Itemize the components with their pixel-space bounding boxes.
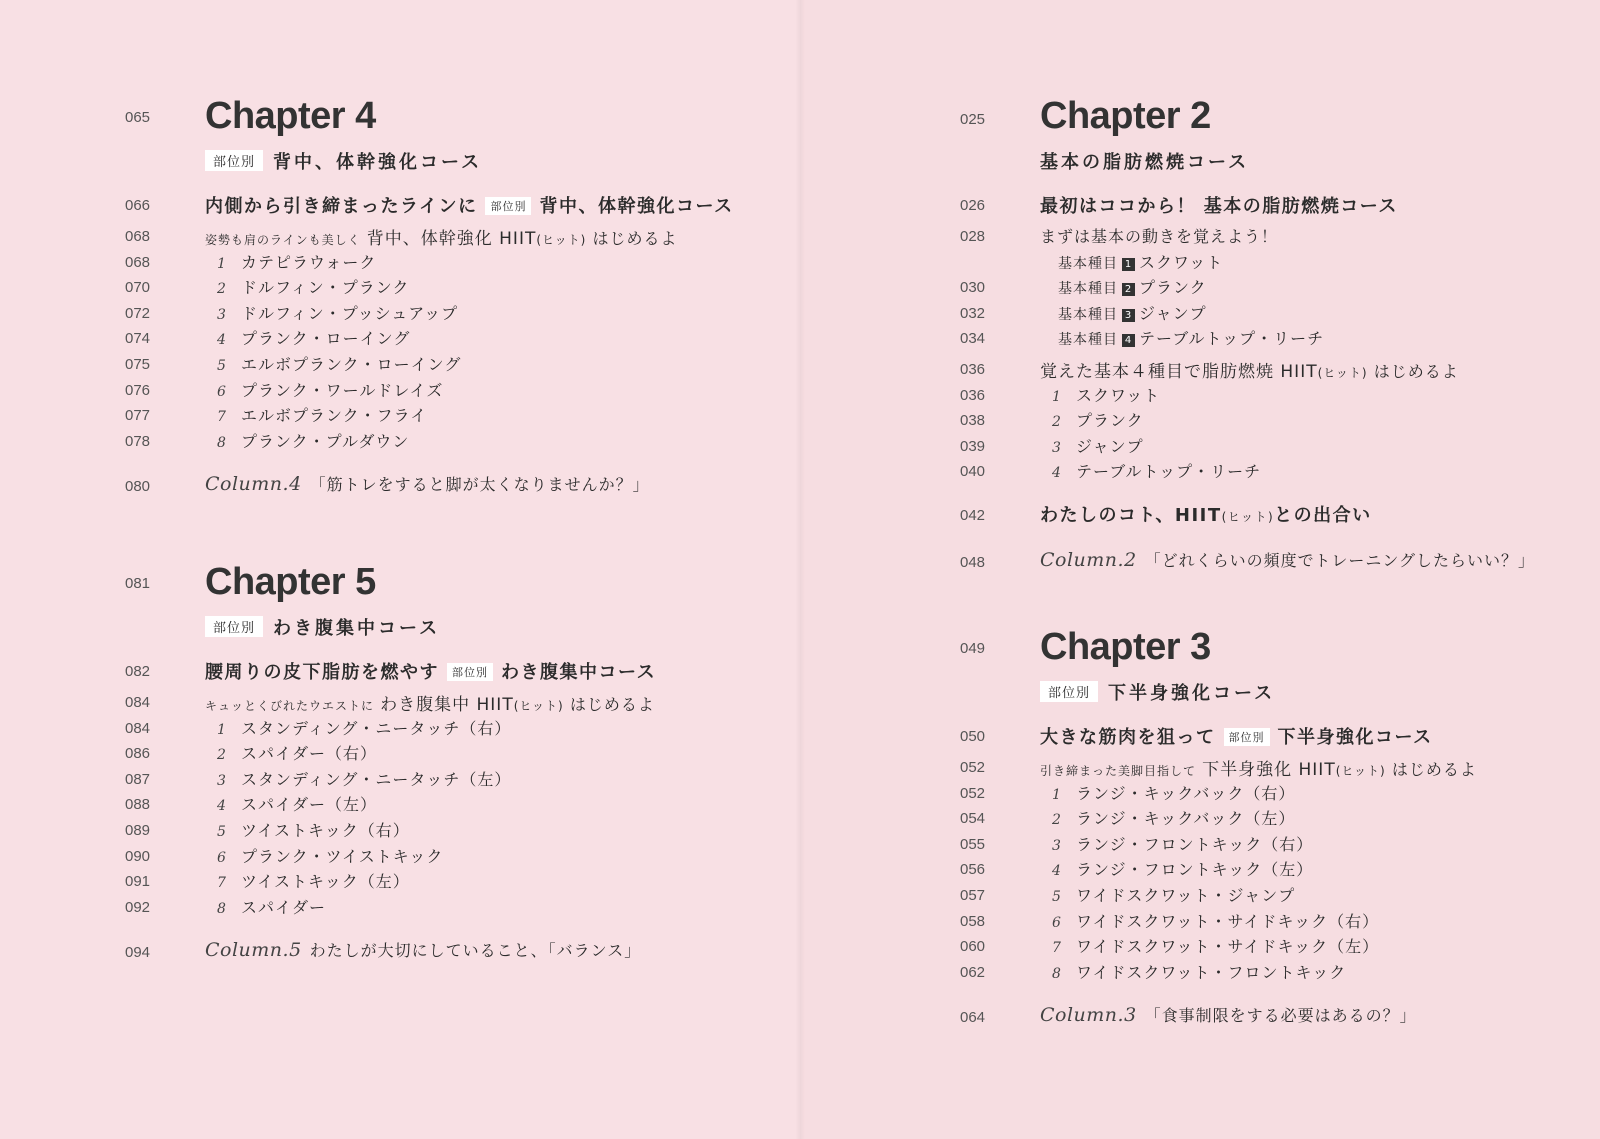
basic-number-badge: 1 <box>1122 258 1135 271</box>
page-number: 036 <box>960 386 986 404</box>
exercise-name: エルボプランク・フライ <box>241 406 428 426</box>
exercise-label <box>205 895 326 918</box>
exercise-name: ランジ・フロントキック（右） <box>1076 834 1314 854</box>
page-number: 084 <box>125 694 151 711</box>
exercise-item[interactable] <box>800 960 1600 986</box>
chapter-subtitle <box>205 614 440 640</box>
chapter-4-section <box>0 95 800 506</box>
exercise-label <box>205 275 409 298</box>
page-number: 064 <box>960 1009 986 1027</box>
hiit-reading: (ヒット) <box>536 233 587 247</box>
page-number: 032 <box>960 304 986 322</box>
toc-entry[interactable] <box>800 755 1600 781</box>
exercise-label <box>205 792 377 815</box>
basic-exercise-item[interactable] <box>800 275 1600 301</box>
subtitle-text: わき腹集中コース <box>273 618 441 639</box>
exercise-number: 3 <box>217 772 227 789</box>
column-text: 「どれくらいの頻度でトレーニングしたらいい？」 <box>1144 550 1536 570</box>
page-number: 062 <box>960 963 986 981</box>
page-number: 055 <box>960 835 986 853</box>
page-number: 075 <box>125 355 151 373</box>
exercise-item[interactable] <box>0 716 800 742</box>
exercise-list <box>0 250 800 455</box>
page-number: 072 <box>125 304 151 322</box>
basic-exercise-label <box>1040 250 1223 273</box>
exercise-number: 1 <box>217 721 227 738</box>
exercise-item[interactable] <box>0 741 800 767</box>
chapter-title: Chapter 4 <box>205 95 376 137</box>
column-entry[interactable] <box>0 938 800 972</box>
page-number: 089 <box>125 821 151 839</box>
exercise-number: 5 <box>217 357 227 374</box>
chapter-5-section <box>0 561 800 972</box>
chapter-subtitle <box>1040 679 1275 705</box>
exercise-name: ドルフィン・プランク <box>241 278 410 298</box>
column-entry[interactable] <box>0 472 800 506</box>
exercise-number: 3 <box>1052 439 1062 456</box>
subtitle-text: 背中、体幹強化コース <box>273 152 483 173</box>
column-entry[interactable] <box>800 1003 1600 1037</box>
exercise-number: 8 <box>217 434 227 451</box>
page-number: 030 <box>960 279 986 297</box>
column-text: 「食事制限をする必要はあるの？」 <box>1144 1006 1417 1026</box>
entry-title: 最初はココから！ 基本の脂肪燃焼コース <box>1040 196 1398 217</box>
hiit-reading: (ヒット) <box>1335 764 1386 778</box>
exercise-number: 3 <box>217 306 227 323</box>
exercise-list <box>0 716 800 921</box>
exercise-list <box>800 781 1600 986</box>
exercise-name: スクワット <box>1076 385 1161 405</box>
exercise-name: テーブルトップ・リーチ <box>1076 462 1262 482</box>
toc-entry[interactable] <box>0 192 800 224</box>
exercise-name: カテピラウォーク <box>241 252 377 272</box>
page-number: 068 <box>125 228 151 245</box>
exercise-number: 1 <box>1052 388 1062 405</box>
page-number: 081 <box>125 575 151 592</box>
exercise-label <box>1040 857 1313 880</box>
lead-course: 背中、体幹強化コース <box>539 196 734 217</box>
basic-label: 基本種目 <box>1058 281 1118 298</box>
exercise-item[interactable] <box>800 857 1600 883</box>
column-label: Column.3 <box>1040 1004 1137 1027</box>
column-title <box>1040 548 1535 571</box>
column-title <box>205 938 641 961</box>
exercise-label <box>1040 806 1295 829</box>
page-number: 039 <box>960 437 986 455</box>
subtitle-text: 下半身強化コース <box>1108 683 1276 704</box>
hiit-pre: キュッとくびれたウエストに <box>205 699 375 713</box>
entry-title <box>205 658 656 684</box>
exercise-label <box>205 429 409 452</box>
page-number: 048 <box>960 553 986 571</box>
page-number: 049 <box>960 640 986 657</box>
toc-entry[interactable] <box>0 658 800 690</box>
hiit-reading: (ヒット) <box>513 699 564 713</box>
chapter-title: Chapter 2 <box>1040 95 1211 137</box>
exercise-item[interactable] <box>800 408 1600 434</box>
exercise-name: ワイドスクワット・ジャンプ <box>1076 885 1296 905</box>
right-page <box>800 0 1600 1139</box>
page-number: 036 <box>960 360 986 378</box>
exercise-label <box>205 378 443 401</box>
exercise-label <box>205 844 443 867</box>
hiit-entry <box>205 224 677 249</box>
basic-exercise-label <box>1040 301 1207 324</box>
exercise-item[interactable] <box>0 895 800 921</box>
exercise-name: ツイストキック（左） <box>241 872 410 892</box>
toc-entry[interactable] <box>800 723 1600 755</box>
exercise-label <box>1040 383 1160 406</box>
hiit-entry <box>205 690 655 715</box>
exercise-label <box>1040 408 1144 431</box>
page-number: 066 <box>125 197 151 214</box>
exercise-name: ツイストキック（右） <box>241 820 410 840</box>
exercise-label <box>205 403 427 426</box>
column-label: Column.4 <box>205 473 302 496</box>
exercise-name: ランジ・キックバック（右） <box>1076 783 1296 803</box>
basic-number-badge: 3 <box>1122 309 1135 322</box>
story-entry <box>1040 501 1372 527</box>
exercise-item[interactable] <box>800 806 1600 832</box>
basic-exercise-name: ジャンプ <box>1139 303 1207 323</box>
exercise-item[interactable] <box>800 459 1600 485</box>
toc-entry[interactable] <box>800 501 1600 537</box>
exercise-item[interactable] <box>800 909 1600 935</box>
exercise-number: 2 <box>1052 812 1062 829</box>
toc-entry[interactable] <box>0 224 800 250</box>
intro-text: まずは基本の動きを覚えよう！ <box>1040 227 1279 246</box>
page-number: 091 <box>125 873 151 891</box>
exercise-item[interactable] <box>0 403 800 429</box>
exercise-label <box>1040 909 1379 932</box>
chapter-title: Chapter 3 <box>1040 626 1211 668</box>
exercise-label <box>205 741 377 764</box>
hiit-main: わき腹集中 HIIT <box>380 695 514 715</box>
exercise-number: 2 <box>217 747 227 764</box>
exercise-label <box>1040 434 1144 457</box>
exercise-number: 1 <box>1052 786 1062 803</box>
page-number: 038 <box>960 412 986 430</box>
basic-exercise-name: プランク <box>1139 278 1207 298</box>
exercise-list <box>800 383 1600 485</box>
exercise-name: プランク・プルダウン <box>241 431 410 451</box>
basic-exercise-item[interactable] <box>800 250 1600 276</box>
page-number: 026 <box>960 197 986 214</box>
exercise-label <box>205 716 511 739</box>
category-tag: 部位別 <box>447 663 493 681</box>
exercise-label <box>1040 883 1295 906</box>
page-number: 076 <box>125 381 151 399</box>
toc-entry[interactable] <box>0 690 800 716</box>
exercise-item[interactable] <box>0 326 800 352</box>
exercise-label <box>205 301 458 324</box>
exercise-item[interactable] <box>800 383 1600 409</box>
page-number: 086 <box>125 745 151 763</box>
category-tag: 部位別 <box>205 150 263 171</box>
exercise-name: エルボプランク・ローイング <box>241 354 462 374</box>
basic-exercise-name: スクワット <box>1139 252 1224 272</box>
exercise-label <box>205 869 410 892</box>
exercise-number: 7 <box>217 409 227 426</box>
exercise-name: ランジ・フロントキック（左） <box>1076 860 1314 880</box>
story-main: わたしのコト、HIIT <box>1040 504 1222 526</box>
exercise-name: プランク・ワールドレイズ <box>241 380 444 400</box>
exercise-label <box>205 767 511 790</box>
exercise-item[interactable] <box>0 275 800 301</box>
exercise-number: 2 <box>1052 414 1062 431</box>
entry-title <box>205 192 734 218</box>
toc-entry[interactable] <box>800 192 1600 224</box>
exercise-number: 4 <box>1052 465 1062 482</box>
exercise-name: ワイドスクワット・フロントキック <box>1076 962 1347 982</box>
column-entry[interactable] <box>800 548 1600 582</box>
column-label: Column.2 <box>1040 548 1137 571</box>
page-number: 082 <box>125 663 151 680</box>
exercise-label <box>205 326 410 349</box>
exercise-number: 6 <box>217 849 227 866</box>
page-number: 052 <box>960 784 986 802</box>
hiit-post: はじめるよ <box>592 229 678 248</box>
exercise-item[interactable] <box>0 352 800 378</box>
lead-course: 下半身強化コース <box>1277 727 1433 748</box>
page-number: 094 <box>125 944 151 962</box>
exercise-number: 5 <box>217 823 227 840</box>
lead-text: 腰周りの皮下脂肪を燃やす <box>205 662 439 683</box>
page-number: 090 <box>125 847 151 865</box>
category-tag: 部位別 <box>1040 681 1098 702</box>
exercise-item[interactable] <box>0 301 800 327</box>
page-number: 080 <box>125 478 151 496</box>
chapter-subtitle <box>205 148 482 174</box>
chapter-2-section <box>800 95 1600 582</box>
page-number: 058 <box>960 912 986 930</box>
hiit-entry <box>1040 755 1477 780</box>
basic-exercise-item[interactable] <box>800 326 1600 352</box>
exercise-number: 7 <box>1052 940 1062 957</box>
exercise-item[interactable] <box>800 781 1600 807</box>
exercise-label <box>1040 459 1261 482</box>
basic-exercise-label <box>1040 326 1324 349</box>
exercise-name: ワイドスクワット・サイドキック（右） <box>1076 911 1380 931</box>
exercise-number: 6 <box>217 383 227 400</box>
page-number: 034 <box>960 330 986 348</box>
exercise-name: プランク・ツイストキック <box>241 846 444 866</box>
exercise-name: スパイダー <box>241 897 327 917</box>
page-number: 088 <box>125 796 151 814</box>
hiit-entry <box>1040 357 1459 382</box>
hiit-main: 下半身強化 HIIT <box>1202 760 1336 780</box>
hiit-post: はじめるよ <box>569 695 655 714</box>
exercise-item[interactable] <box>0 818 800 844</box>
exercise-number: 4 <box>217 798 227 815</box>
category-tag: 部位別 <box>1224 728 1270 746</box>
basic-label: 基本種目 <box>1058 332 1118 349</box>
category-tag: 部位別 <box>485 197 531 215</box>
page-number: 028 <box>960 228 986 245</box>
basic-exercise-name: テーブルトップ・リーチ <box>1139 329 1325 349</box>
page-number: 060 <box>960 938 986 956</box>
page-number: 025 <box>960 111 986 128</box>
exercise-item[interactable] <box>0 792 800 818</box>
hiit-main: 覚えた基本４種目で脂肪燃焼 HIIT <box>1040 361 1318 382</box>
page-gutter <box>795 0 805 1139</box>
basic-exercise-list <box>800 250 1600 352</box>
exercise-name: プランク <box>1076 411 1144 431</box>
basic-label: 基本種目 <box>1058 255 1118 272</box>
exercise-number: 3 <box>1052 837 1062 854</box>
exercise-name: スパイダー（左） <box>241 795 378 815</box>
basic-exercise-item[interactable] <box>800 301 1600 327</box>
exercise-item[interactable] <box>0 844 800 870</box>
lead-course: わき腹集中コース <box>501 662 657 683</box>
exercise-label <box>1040 781 1295 804</box>
exercise-name: ジャンプ <box>1076 436 1144 456</box>
exercise-item[interactable] <box>0 250 800 276</box>
exercise-label <box>205 818 410 841</box>
exercise-number: 8 <box>1052 965 1062 982</box>
page-number: 065 <box>125 109 151 126</box>
hiit-pre: 引き締まった美脚目指して <box>1040 764 1197 778</box>
exercise-item[interactable] <box>800 434 1600 460</box>
hiit-post: はじめるよ <box>1373 361 1459 381</box>
exercise-item[interactable] <box>0 767 800 793</box>
page-number: 052 <box>960 759 986 776</box>
exercise-number: 5 <box>1052 888 1062 905</box>
exercise-name: スタンディング・ニータッチ（左） <box>241 769 512 789</box>
hiit-reading: (ヒット) <box>1317 365 1368 380</box>
exercise-item[interactable] <box>0 378 800 404</box>
exercise-name: ランジ・キックバック（左） <box>1076 809 1296 829</box>
page-number: 050 <box>960 728 986 745</box>
toc-entry[interactable] <box>800 224 1600 250</box>
exercise-name: スパイダー（右） <box>241 744 378 764</box>
exercise-item[interactable] <box>0 869 800 895</box>
exercise-name: プランク・ローイング <box>241 329 411 349</box>
column-title <box>205 472 650 495</box>
exercise-number: 7 <box>217 875 227 892</box>
page-number: 074 <box>125 330 151 348</box>
page-number: 070 <box>125 279 151 297</box>
page-number: 078 <box>125 432 151 450</box>
exercise-name: スタンディング・ニータッチ（右） <box>241 718 512 738</box>
chapter-3-section <box>800 626 1600 1037</box>
chapter-title: Chapter 5 <box>205 561 376 603</box>
exercise-number: 2 <box>217 281 227 298</box>
column-text: わたしが大切にしていること、「バランス」 <box>309 941 642 961</box>
story-reading: (ヒット) <box>1221 509 1275 524</box>
exercise-name: ワイドスクワット・サイドキック（左） <box>1076 937 1380 957</box>
column-title <box>1040 1003 1417 1026</box>
exercise-number: 6 <box>1052 914 1062 931</box>
page-number: 054 <box>960 810 986 828</box>
exercise-label <box>205 352 461 375</box>
lead-text: 内側から引き締まったラインに <box>205 196 478 217</box>
page-number: 057 <box>960 886 986 904</box>
basic-number-badge: 2 <box>1122 283 1135 296</box>
exercise-label <box>205 250 376 273</box>
exercise-item[interactable] <box>800 883 1600 909</box>
page-number: 084 <box>125 719 151 737</box>
chapter-subtitle: 基本の脂肪燃焼コース <box>1040 152 1250 173</box>
exercise-number: 8 <box>217 900 227 917</box>
exercise-label <box>1040 960 1346 983</box>
page-number: 087 <box>125 770 151 788</box>
page-number: 056 <box>960 861 986 879</box>
page-number: 042 <box>960 506 986 524</box>
toc-entry[interactable] <box>800 357 1600 383</box>
basic-exercise-label <box>1040 275 1207 298</box>
page-number: 077 <box>125 407 151 425</box>
page-number: 040 <box>960 463 986 481</box>
exercise-name: ドルフィン・プッシュアップ <box>241 303 459 323</box>
exercise-item[interactable] <box>0 429 800 455</box>
exercise-label <box>1040 832 1313 855</box>
exercise-item[interactable] <box>800 832 1600 858</box>
story-post: との出合い <box>1274 504 1372 526</box>
page-number: 092 <box>125 898 151 916</box>
hiit-post: はじめるよ <box>1391 760 1477 779</box>
hiit-pre: 姿勢も肩のラインも美しく <box>205 233 361 247</box>
basic-label: 基本種目 <box>1058 306 1118 323</box>
exercise-number: 4 <box>1052 863 1062 880</box>
lead-text: 大きな筋肉を狙って <box>1040 727 1216 748</box>
page-number: 068 <box>125 253 151 271</box>
exercise-number: 4 <box>217 332 227 349</box>
category-tag: 部位別 <box>205 616 263 637</box>
entry-title <box>1040 723 1433 749</box>
column-text: 「筋トレをすると脚が太くなりませんか？」 <box>309 475 650 495</box>
hiit-main: 背中、体幹強化 HIIT <box>366 229 537 249</box>
column-label: Column.5 <box>205 939 302 962</box>
exercise-label <box>1040 934 1379 957</box>
basic-number-badge: 4 <box>1122 334 1135 347</box>
exercise-item[interactable] <box>800 934 1600 960</box>
exercise-number: 1 <box>217 255 227 272</box>
